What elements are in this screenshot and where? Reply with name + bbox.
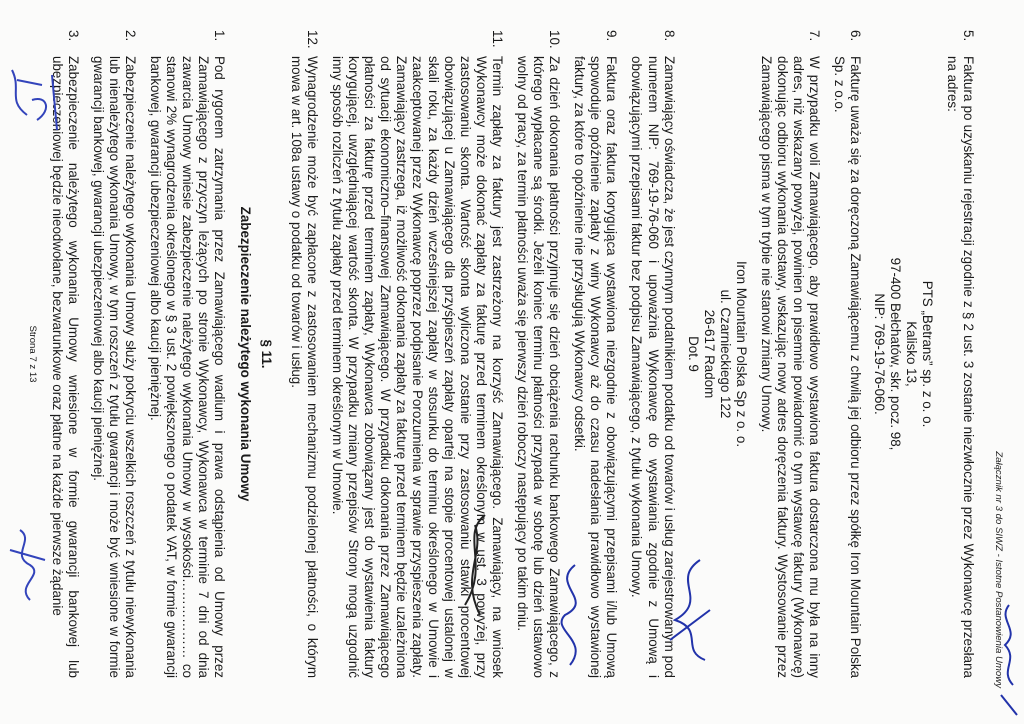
address-line: PTS „Betrans” sp. z o. o. [919,280,935,428]
paragraph-text: Faktura oraz faktura korygująca wystawiona niezgodnie z obowiązującymi przepisami i/lub Umową spowoduje opóźnienie zapłaty z winy Wykonawcy aż do czasu nadesłania prawidłowo wystawionej faktury, za które to opóźnienie nie przysługują Wykonawcy odsetki. [572,56,620,678]
address-line: ul. Czarnieckiego 122 [717,289,733,419]
paragraph-text: Termin zapłaty za faktury jest zastrzeżony na korzyść Zamawiającego. Zamawiający, na wniosek Wykonawcy może dokonać zapłaty za fakturę przed terminem określonym w ust. 3 powyżej, przy zastosowaniu skonta. Wartość skonta wyliczona zostanie przy zastosowaniu stawki procentowej obowiązującej u Zamawiającego dla przyśpieszeń zapłaty opartej na stopie procentowej ustalonej w skali roku, za każdy dzień wcześniejszej zapłaty w stosunku do terminu określonego w Umowie i zaakceptowanej przez Wykonawcę poprzez podpisanie Porozumienia w sprawie przyspieszenia zapłaty. Zamawiający zastrzega, iż możliwość dokonania zapłaty za fakturę przed terminem będzie uzależniona od sytuacji ekonomiczno–finansowej Zamawiającego. W przypadku dokonania przez Zamawiającego płatności za fakturę przed terminem zapłaty, Wykonawca zobowiązany jest do wystawienia faktury korygującej, uwzględniającej wartość skonta. W przypadku zmiany przepisów Strony mogą uzgodnić inny sposób rozliczeń z tytułu zapłaty przed terminem określonym w Umowie. [329,56,506,678]
paragraph-text: Zabezpieczenie należytego wykonania Umowy służy pokryciu wszelkich roszczeń z tytułu niewykonania lub nienależytego wykonania Umowy, w tym roszczeń z tytułu gwarancji i może być wniesione w formie gwarancji bankowej, gwarancji ubezpieczeniowej albo kaucji pieniężnej. [91,56,139,678]
handwritten-signature [660,550,720,670]
address-line: Dot. 9 [685,336,701,372]
paragraph-number: 6. [847,30,863,42]
paragraph-text: Faktura po uzyskaniu rejestracji zgodnie z § 2 ust. 3 zostanie niezwłocznie przez Wykonawcę przesłana na adres: [944,56,976,678]
address-line: Iron Mountain Polska Sp z o. o. [733,260,749,448]
handwritten-initials [0,520,60,620]
paragraph-text: Wynagrodzenie może być zapłacone z zastosowaniem mechanizmu podzielonej płatności, o którym mowa w art. 108a ustawy o podatku od towarów i usług. [288,56,320,678]
paragraph-number: 3. [66,30,82,42]
payment-items-mid [758,30,863,678]
paragraph-text: Pod rygorem zatrzymania przez Zamawiającego wadium i prawa odstąpienia od Umowy przez Zamawiającego z przyczyn leżących po stronie Wykonawcy, Wykonawca w terminie 7 dni od dnia zawarcia Umowy wniesie zabezpieczenie należytego wykonania Umowy w wysokości……………… co stanowi 2% wynagrodzenia określonego w § 3 ust. 2 powiększonego o podatek VAT, w formie gwarancji bankowej, gwarancji ubezpieczeniowej albo kaucji pieniężnej. [148,56,228,678]
paragraph-text: Zabezpieczenie należytego wykonania Umowy wniesione w formie gwarancji bankowej lub ubezpieczeniowej będzie nieodwołane, bezwarunkowe oraz płatne na każde pierwsze żądanie [50,56,82,678]
handwritten-signature [545,555,605,675]
security-items [49,30,227,678]
paragraph-number: 8. [661,30,677,42]
paragraph-number: 12. [304,30,320,49]
handwritten-signature [455,505,495,625]
paragraph-number: 9. [604,30,620,42]
paragraph-text: W przypadku woli Zamawiającego, aby prawidłowo wystawiona faktura dostarczona mu była na inny adres, niż wskazany powyżej, powinien on pisemnie powiadomić o tym wystawcę faktury (Wykonawcę) dokonując odbioru wykonania dostawy, wskazując nowy adres doręczenia faktury. Wystosowanie przez Zamawiającego pisma w tym trybie nie stanowi zmiany Umowy. [758,56,822,678]
numbered-paragraph [831,30,863,678]
section-title: Zabezpieczenie należytego wykonania Umowy [238,206,254,502]
address-line: 97-400 Bełchatów, skr. pocz. 98, [887,257,903,451]
numbered-paragraph [758,30,822,678]
numbered-paragraph [147,30,227,678]
numbered-paragraph [288,30,320,678]
paragraph-number: 11. [490,30,506,48]
handwritten-signature [2,60,72,140]
address-line: NIP: 769-19-76-060. [871,293,887,415]
invoice-address-block [871,30,935,678]
section-number: § 11. [258,339,274,369]
address-line: 26-617 Radom [701,309,717,399]
paragraph-number: 1. [212,30,228,42]
paragraph-text: Zamawiający oświadcza, że jest czynnym podatnikiem podatku od towarów i usług zarejestrowanym pod numerem NIP: 769-19-76-060 i upoważnia Wykonawcę do wystawiania zgodnie z Umową i obowiązującymi przepisami faktur bez podpisu Zamawiającego, z tytułu wykonania Umowy. [629,56,677,678]
page-header: Załącznik nr 3 do SIWZ - Istotne Postanowienia Umowy [993,451,1004,688]
paragraph-number: 2. [123,30,139,42]
paragraph-number: 5. [960,30,976,42]
paragraph-number: 7. [806,30,822,42]
paragraph-number: 10. [547,30,563,49]
numbered-paragraph [90,30,138,678]
numbered-paragraph [944,30,976,678]
address-line: Kalisko 13, [903,321,919,387]
handwritten-initials [995,600,1023,720]
paragraph-text: Za dzień dokonania płatności przyjmuje się dzień obciążenia rachunku bankowego Zamawiającego, z którego wypłacane są środki. Jeżeli koniec terminu płatności przypada w sobotę lub dzień ustawowo wolny od pracy, za termin płatności uważa się pierwszy dzień roboczy następujący po takim dniu. [515,56,563,678]
payment-items-top [944,30,976,678]
paragraph-text: Fakturę uważa się za doręczoną Zamawiającemu z chwilą jej odbioru przez spółkę Iron Mountain Polska Sp. z o.o. [831,56,863,678]
page-footer: Strona 7 z 13 [26,325,38,383]
